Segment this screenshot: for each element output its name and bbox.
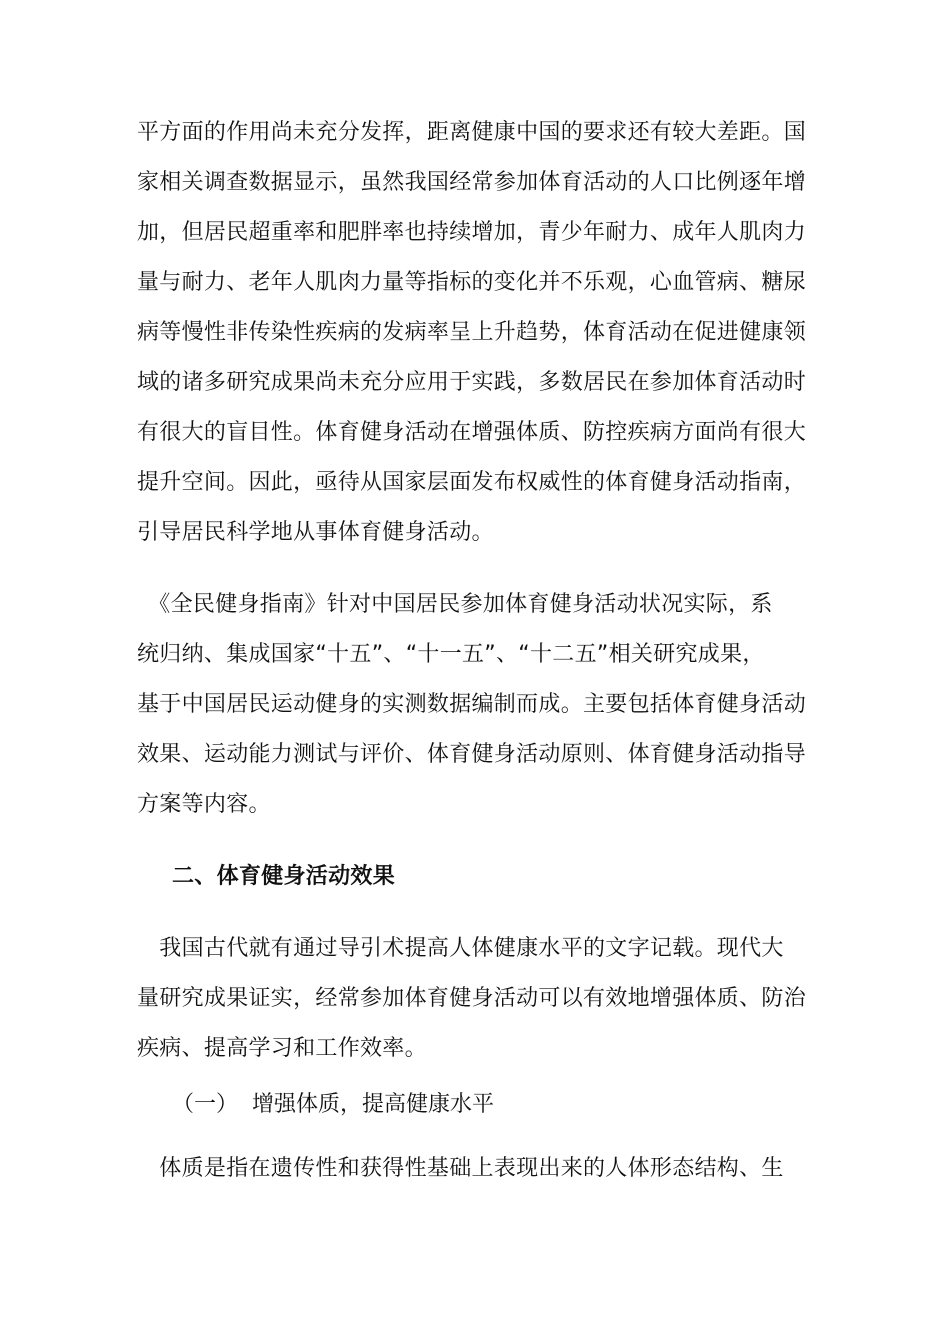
text-line: 《全民健身指南》针对中国居民参加体育健身活动状况实际，系: [137, 592, 773, 617]
text-line: 方案等内容。: [137, 792, 271, 817]
text-line: 效果、运动能力测试与评价、体育健身活动原则、体育健身活动指导: [137, 742, 807, 767]
paragraph-3: [137, 924, 813, 1074]
paragraph-2: [137, 580, 813, 830]
text-line: 提升空间。因此，亟待从国家层面发布权威性的体育健身活动指南，: [137, 470, 807, 495]
subsection-title: 增强体质，提高健康水平: [252, 1092, 495, 1117]
text-line: 家相关调查数据显示，虽然我国经常参加体育活动的人口比例逐年增: [137, 170, 807, 195]
text-line: 域的诸多研究成果尚未充分应用于实践，多数居民在参加体育活动时: [137, 370, 807, 395]
paragraph-1: [137, 108, 813, 558]
section-heading: 二、体育健身活动效果: [172, 864, 396, 889]
text-line: 体质是指在遗传性和获得性基础上表现出来的人体形态结构、生: [137, 1156, 784, 1181]
text-line: 量与耐力、老年人肌肉力量等指标的变化并不乐观，心血管病、糖尿: [137, 270, 807, 295]
text-line: 我国古代就有通过导引术提高人体健康水平的文字记载。现代大: [137, 936, 784, 961]
text-line: 基于中国居民运动健身的实测数据编制而成。主要包括体育健身活动: [137, 692, 807, 717]
text-line: 疾病、提高学习和工作效率。: [137, 1036, 427, 1061]
text-line: 加，但居民超重率和肥胖率也持续增加，青少年耐力、成年人肌肉力: [137, 220, 807, 245]
text-line: 量研究成果证实，经常参加体育健身活动可以有效地增强体质、防治: [137, 986, 807, 1011]
subsection-number: （一）: [172, 1092, 239, 1117]
text-line: 引导居民科学地从事体育健身活动。: [137, 520, 494, 545]
text-line: 平方面的作用尚未充分发挥，距离健康中国的要求还有较大差距。国: [137, 120, 807, 145]
text-line: 有很大的盲目性。体育健身活动在增强体质、防控疾病方面尚有很大: [137, 420, 807, 445]
subsection-heading: [172, 1080, 494, 1130]
text-line: 病等慢性非传染性疾病的发病率呈上升趋势，体育活动在促进健康领: [137, 320, 807, 345]
paragraph-4: [137, 1144, 813, 1194]
text-line: 统归纳、集成国家“十五”、“十一五”、“十二五”相关研究成果，: [137, 642, 765, 667]
